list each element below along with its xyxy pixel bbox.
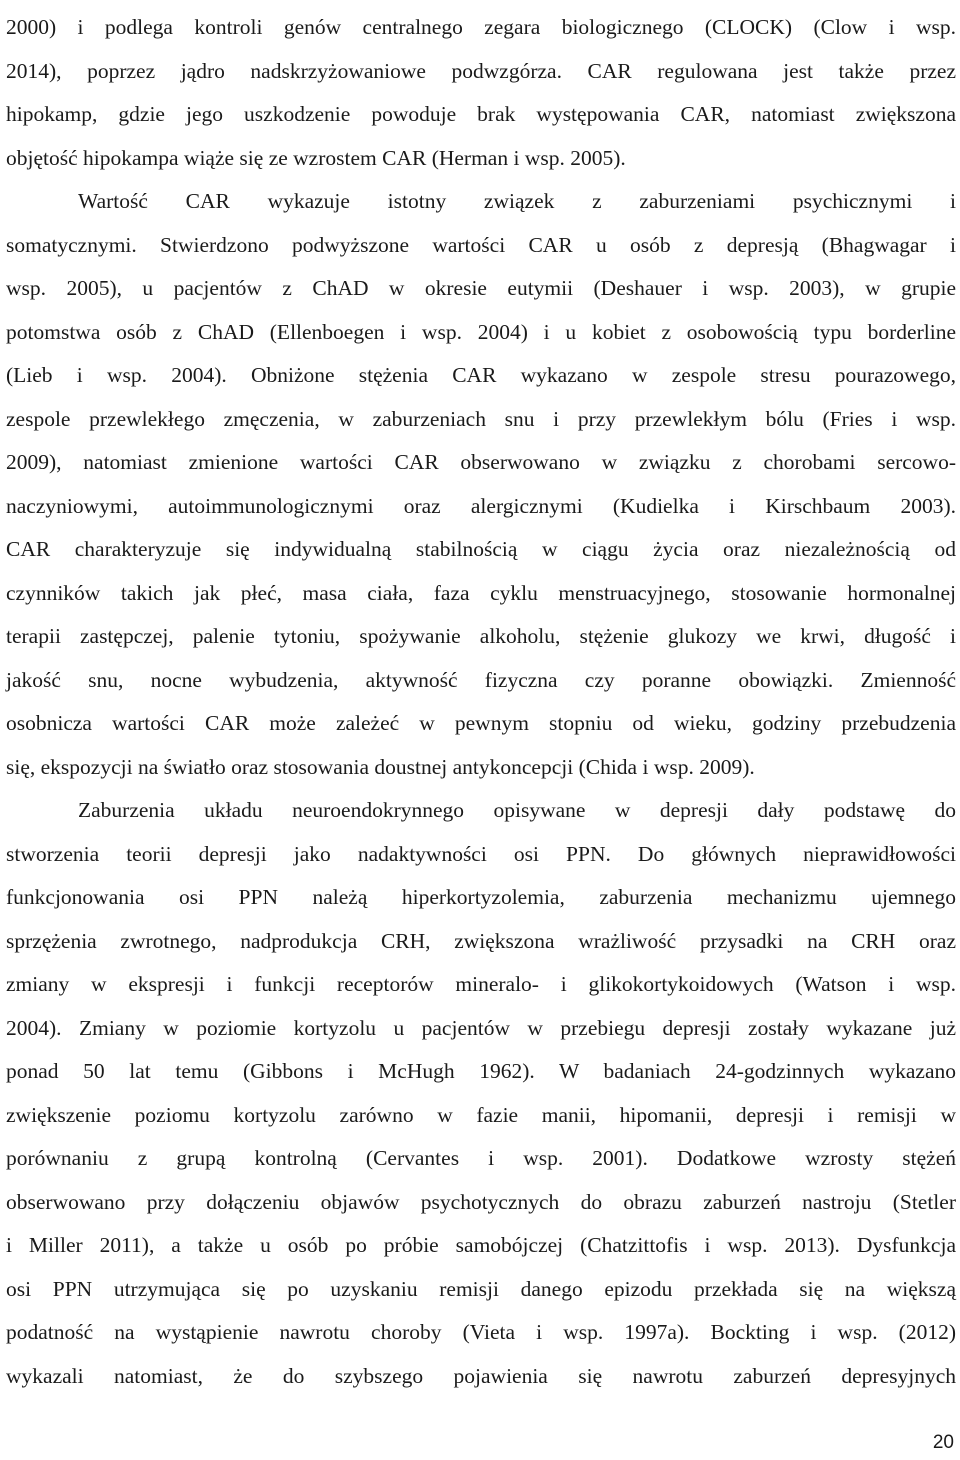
- text-line: czynników takich jak płeć, masa ciała, faza cyklu menstruacyjnego, stosowanie hormonalnej: [6, 580, 956, 605]
- text-line: (Lieb i wsp. 2004). Obniżone stężenia CAR wykazano w zespole stresu pourazowego,: [6, 363, 956, 387]
- text-line: jakość snu, nocne wybudzenia, aktywność fizyczna czy poranne obowiązki. Zmienność: [6, 667, 956, 692]
- text-line: objętość hipokampa wiąże się ze wzrostem CAR (Herman i wsp. 2005).: [6, 145, 626, 170]
- text-line: Wartość CAR wykazuje istotny związek z zaburzeniami psychicznymi i: [78, 189, 956, 213]
- text-line: zespole przewlekłego zmęczenia, w zaburzeniach snu i przy przewlekłym bólu (Fries i wsp.: [6, 406, 956, 431]
- text-line: naczyniowymi, autoimmunologicznymi oraz alergicznymi (Kudielka i Kirschbaum 2003).: [6, 493, 956, 518]
- text-line: zmiany w ekspresji i funkcji receptorów mineralo- i glikokortykoidowych (Watson i wsp.: [6, 972, 956, 996]
- text-line: somatycznymi. Stwierdzono podwyższone wartości CAR u osób z depresją (Bhagwagar i: [6, 232, 956, 257]
- text-line: porównaniu z grupą kontrolną (Cervantes i wsp. 2001). Dodatkowe wzrosty stężeń: [6, 1146, 956, 1170]
- text-line: zwiększenie poziomu kortyzolu zarówno w fazie manii, hipomanii, depresji i remisji w: [6, 1102, 956, 1127]
- text-line: 2004). Zmiany w poziomie kortyzolu u pacjentów w przebiegu depresji zostały wykazane już: [6, 1015, 956, 1040]
- text-line: wykazali natomiast, że do szybszego pojawienia się nawrotu zaburzeń depresyjnych: [6, 1363, 956, 1388]
- text-line: stworzenia teorii depresji jako nadaktywności osi PPN. Do głównych nieprawidłowości: [6, 841, 956, 866]
- text-line: wsp. 2005), u pacjentów z ChAD w okresie eutymii (Deshauer i wsp. 2003), w grupie: [6, 276, 956, 300]
- text-line: potomstwa osób z ChAD (Ellenboegen i wsp. 2004) i u kobiet z osobowością typu borderline: [6, 319, 956, 344]
- text-line: się, ekspozycji na światło oraz stosowania doustnej antykoncepcji (Chida i wsp. 2009).: [6, 754, 755, 779]
- text-line: CAR charakteryzuje się indywidualną stabilnością w ciągu życia oraz niezależnością od: [6, 537, 956, 561]
- document-page: [6, 0, 956, 1398]
- text-line: ponad 50 lat temu (Gibbons i McHugh 1962). W badaniach 24-godzinnych wykazano: [6, 1059, 956, 1083]
- text-line: terapii zastępczej, palenie tytoniu, spożywanie alkoholu, stężenie glukozy we krwi, długość i: [6, 624, 956, 648]
- text-line: osi PPN utrzymująca się po uzyskaniu remisji danego epizodu przekłada się na większą: [6, 1276, 956, 1301]
- text-line: i Miller 2011), a także u osób po próbie samobójczej (Chatzittofis i wsp. 2013). Dysfunkcja: [6, 1233, 956, 1257]
- text-line: osobnicza wartości CAR może zależeć w pewnym stopniu od wieku, godziny przebudzenia: [6, 711, 956, 735]
- text-line: 2000) i podlega kontroli genów centralnego zegara biologicznego (CLOCK) (Clow i wsp.: [6, 15, 956, 39]
- text-line: podatność na wystąpienie nawrotu choroby (Vieta i wsp. 1997a). Bockting i wsp. (2012): [6, 1320, 956, 1344]
- text-line: sprzężenia zwrotnego, nadprodukcja CRH, zwiększona wrażliwość przysadki na CRH oraz: [6, 928, 956, 953]
- text-line: 2014), poprzez jądro nadskrzyżowaniowe podwzgórza. CAR regulowana jest także przez: [6, 58, 956, 83]
- text-line: obserwowano przy dołączeniu objawów psychotycznych do obrazu zaburzeń nastroju (Stetler: [6, 1189, 956, 1214]
- text-line: Zaburzenia układu neuroendokrynnego opisywane w depresji dały podstawę do: [78, 798, 956, 822]
- text-line: 2009), natomiast zmienione wartości CAR obserwowano w związku z chorobami sercowo-: [6, 450, 956, 474]
- text-line: hipokamp, gdzie jego uszkodzenie powoduje brak występowania CAR, natomiast zwiększona: [6, 102, 956, 126]
- text-line: funkcjonowania osi PPN należą hiperkortyzolemia, zaburzenia mechanizmu ujemnego: [6, 885, 956, 909]
- page-number: 20: [932, 1432, 954, 1453]
